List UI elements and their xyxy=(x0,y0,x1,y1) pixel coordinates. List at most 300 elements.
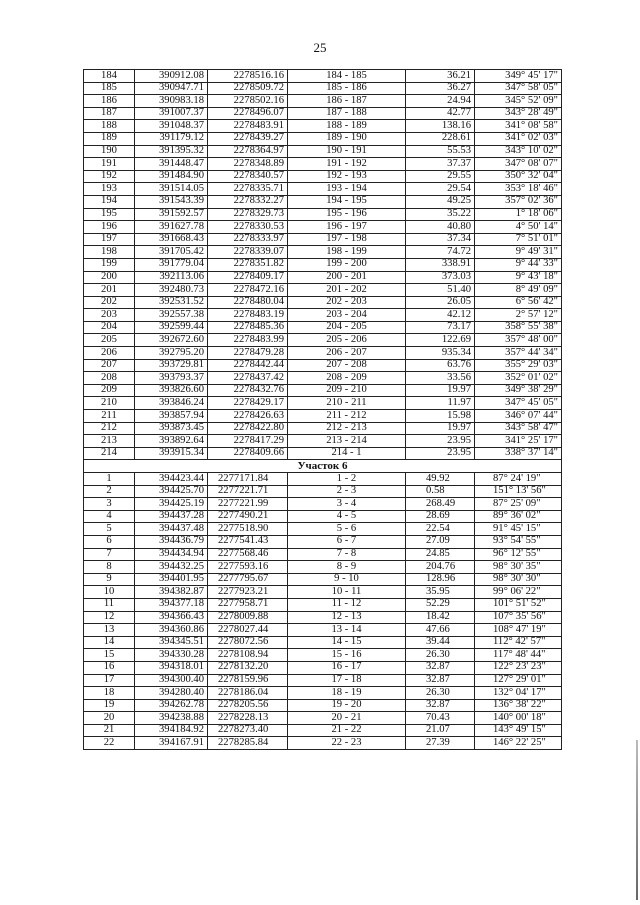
bearing-cell: 6° 56' 42" xyxy=(475,296,562,309)
bearing-cell: 117° 48' 44" xyxy=(475,649,562,662)
point-number-cell: 15 xyxy=(84,649,135,662)
y-coordinate-cell: 2278516.16 xyxy=(208,70,288,83)
point-number-cell: 206 xyxy=(84,347,135,360)
segment-cell: 191 - 192 xyxy=(288,158,406,171)
x-coordinate-cell: 394377.18 xyxy=(135,598,208,611)
y-coordinate-cell: 2278409.66 xyxy=(208,447,288,460)
x-coordinate-cell: 391484.90 xyxy=(135,170,208,183)
point-number-cell: 189 xyxy=(84,132,135,145)
x-coordinate-cell: 394262.78 xyxy=(135,699,208,712)
point-number-cell: 13 xyxy=(84,624,135,637)
bearing-cell: 357° 02' 36" xyxy=(475,195,562,208)
x-coordinate-cell: 391179.12 xyxy=(135,132,208,145)
point-number-cell: 20 xyxy=(84,712,135,725)
table-row xyxy=(84,258,562,271)
table-row xyxy=(84,95,562,108)
length-cell: 268.49 xyxy=(406,498,475,511)
bearing-cell: 9° 49' 31" xyxy=(475,246,562,259)
segment-cell: 193 - 194 xyxy=(288,183,406,196)
table-row xyxy=(84,271,562,284)
length-cell: 18.42 xyxy=(406,611,475,624)
x-coordinate-cell: 391048.37 xyxy=(135,120,208,133)
length-cell: 373.03 xyxy=(406,271,475,284)
x-coordinate-cell: 391592.57 xyxy=(135,208,208,221)
table-row xyxy=(84,473,562,486)
point-number-cell: 16 xyxy=(84,661,135,674)
length-cell: 23.95 xyxy=(406,447,475,460)
length-cell: 32.87 xyxy=(406,699,475,712)
y-coordinate-cell: 2278273.40 xyxy=(208,724,288,737)
x-coordinate-cell: 393873.45 xyxy=(135,422,208,435)
segment-cell: 198 - 199 xyxy=(288,246,406,259)
point-number-cell: 3 xyxy=(84,498,135,511)
segment-cell: 185 - 186 xyxy=(288,82,406,95)
length-cell: 138.16 xyxy=(406,120,475,133)
point-number-cell: 9 xyxy=(84,573,135,586)
table-row xyxy=(84,699,562,712)
y-coordinate-cell: 2278442.44 xyxy=(208,359,288,372)
table-row xyxy=(84,435,562,448)
segment-cell: 10 - 11 xyxy=(288,586,406,599)
bearing-cell: 112° 42' 57" xyxy=(475,636,562,649)
bearing-cell: 127° 29' 01" xyxy=(475,674,562,687)
point-number-cell: 1 xyxy=(84,473,135,486)
y-coordinate-cell: 2278186.04 xyxy=(208,687,288,700)
table-row xyxy=(84,120,562,133)
bearing-cell: 122° 23' 23" xyxy=(475,661,562,674)
bearing-cell: 341° 08' 58" xyxy=(475,120,562,133)
length-cell: 52.29 xyxy=(406,598,475,611)
x-coordinate-cell: 394437.28 xyxy=(135,510,208,523)
point-number-cell: 7 xyxy=(84,548,135,561)
length-cell: 73.17 xyxy=(406,321,475,334)
y-coordinate-cell: 2278009.88 xyxy=(208,611,288,624)
bearing-cell: 87° 24' 19" xyxy=(475,473,562,486)
length-cell: 40.80 xyxy=(406,221,475,234)
length-cell: 36.27 xyxy=(406,82,475,95)
length-cell: 29.55 xyxy=(406,170,475,183)
point-number-cell: 188 xyxy=(84,120,135,133)
y-coordinate-cell: 2278432.76 xyxy=(208,384,288,397)
segment-cell: 211 - 212 xyxy=(288,410,406,423)
segment-cell: 214 - 1 xyxy=(288,447,406,460)
length-cell: 23.95 xyxy=(406,435,475,448)
x-coordinate-cell: 393729.81 xyxy=(135,359,208,372)
table-row xyxy=(84,422,562,435)
segment-cell: 7 - 8 xyxy=(288,548,406,561)
length-cell: 21.07 xyxy=(406,724,475,737)
point-number-cell: 191 xyxy=(84,158,135,171)
segment-cell: 195 - 196 xyxy=(288,208,406,221)
x-coordinate-cell: 391395.32 xyxy=(135,145,208,158)
point-number-cell: 19 xyxy=(84,699,135,712)
x-coordinate-cell: 393826.60 xyxy=(135,384,208,397)
y-coordinate-cell: 2278332.27 xyxy=(208,195,288,208)
segment-cell: 208 - 209 xyxy=(288,372,406,385)
bearing-cell: 341° 25' 17" xyxy=(475,435,562,448)
segment-cell: 210 - 211 xyxy=(288,397,406,410)
table-row xyxy=(84,523,562,536)
table-row xyxy=(84,649,562,662)
point-number-cell: 6 xyxy=(84,535,135,548)
segment-cell: 213 - 214 xyxy=(288,435,406,448)
bearing-cell: 347° 58' 05" xyxy=(475,82,562,95)
length-cell: 26.30 xyxy=(406,687,475,700)
page-number: 25 xyxy=(313,40,327,55)
x-coordinate-cell: 391627.78 xyxy=(135,221,208,234)
x-coordinate-cell: 394318.01 xyxy=(135,661,208,674)
segment-cell: 19 - 20 xyxy=(288,699,406,712)
length-cell: 29.54 xyxy=(406,183,475,196)
x-coordinate-cell: 391448.47 xyxy=(135,158,208,171)
x-coordinate-cell: 392795.20 xyxy=(135,347,208,360)
length-cell: 42.77 xyxy=(406,107,475,120)
point-number-cell: 202 xyxy=(84,296,135,309)
x-coordinate-cell: 392672.60 xyxy=(135,334,208,347)
table-row xyxy=(84,70,562,83)
bearing-cell: 350° 32' 04" xyxy=(475,170,562,183)
x-coordinate-cell: 390947.71 xyxy=(135,82,208,95)
segment-cell: 2 - 3 xyxy=(288,485,406,498)
x-coordinate-cell: 390912.08 xyxy=(135,70,208,83)
y-coordinate-cell: 2278480.04 xyxy=(208,296,288,309)
x-coordinate-cell: 394436.79 xyxy=(135,535,208,548)
table-body-part1 xyxy=(84,70,562,460)
y-coordinate-cell: 2278483.91 xyxy=(208,120,288,133)
y-coordinate-cell: 2278027.44 xyxy=(208,624,288,637)
bearing-cell: 98° 30' 35" xyxy=(475,561,562,574)
y-coordinate-cell: 2278496.07 xyxy=(208,107,288,120)
x-coordinate-cell: 394184.92 xyxy=(135,724,208,737)
y-coordinate-cell: 2278437.42 xyxy=(208,372,288,385)
x-coordinate-cell: 394345.51 xyxy=(135,636,208,649)
x-coordinate-cell: 394434.94 xyxy=(135,548,208,561)
bearing-cell: 91° 45' 15" xyxy=(475,523,562,536)
segment-cell: 189 - 190 xyxy=(288,132,406,145)
bearing-cell: 8° 49' 09" xyxy=(475,284,562,297)
bearing-cell: 343° 10' 02" xyxy=(475,145,562,158)
point-number-cell: 190 xyxy=(84,145,135,158)
point-number-cell: 195 xyxy=(84,208,135,221)
y-coordinate-cell: 2277568.46 xyxy=(208,548,288,561)
table-row xyxy=(84,598,562,611)
section-header-row xyxy=(84,460,562,473)
segment-cell: 202 - 203 xyxy=(288,296,406,309)
y-coordinate-cell: 2278485.36 xyxy=(208,321,288,334)
table-row xyxy=(84,447,562,460)
segment-cell: 204 - 205 xyxy=(288,321,406,334)
segment-cell: 209 - 210 xyxy=(288,384,406,397)
table-row xyxy=(84,246,562,259)
point-number-cell: 11 xyxy=(84,598,135,611)
x-coordinate-cell: 394437.48 xyxy=(135,523,208,536)
y-coordinate-cell: 2278072.56 xyxy=(208,636,288,649)
table-row xyxy=(84,586,562,599)
bearing-cell: 355° 29' 03" xyxy=(475,359,562,372)
bearing-cell: 349° 45' 17" xyxy=(475,70,562,83)
segment-cell: 14 - 15 xyxy=(288,636,406,649)
table-row xyxy=(84,384,562,397)
point-number-cell: 2 xyxy=(84,485,135,498)
y-coordinate-cell: 2278205.56 xyxy=(208,699,288,712)
table-row xyxy=(84,410,562,423)
length-cell: 51.40 xyxy=(406,284,475,297)
bearing-cell: 2° 57' 12" xyxy=(475,309,562,322)
segment-cell: 22 - 23 xyxy=(288,737,406,750)
point-number-cell: 203 xyxy=(84,309,135,322)
x-coordinate-cell: 394401.95 xyxy=(135,573,208,586)
table-row xyxy=(84,611,562,624)
segment-cell: 18 - 19 xyxy=(288,687,406,700)
bearing-cell: 140° 00' 18" xyxy=(475,712,562,725)
bearing-cell: 338° 37' 14" xyxy=(475,447,562,460)
x-coordinate-cell: 392599.44 xyxy=(135,321,208,334)
point-number-cell: 14 xyxy=(84,636,135,649)
coordinates-table xyxy=(83,69,562,750)
length-cell: 24.94 xyxy=(406,95,475,108)
length-cell: 27.09 xyxy=(406,535,475,548)
y-coordinate-cell: 2278439.27 xyxy=(208,132,288,145)
x-coordinate-cell: 394167.91 xyxy=(135,737,208,750)
bearing-cell: 99° 06' 22" xyxy=(475,586,562,599)
length-cell: 26.30 xyxy=(406,649,475,662)
length-cell: 0.58 xyxy=(406,485,475,498)
table-row xyxy=(84,535,562,548)
segment-cell: 3 - 4 xyxy=(288,498,406,511)
y-coordinate-cell: 2277490.21 xyxy=(208,510,288,523)
bearing-cell: 87° 25' 09" xyxy=(475,498,562,511)
point-number-cell: 192 xyxy=(84,170,135,183)
bearing-cell: 151° 13' 56" xyxy=(475,485,562,498)
table-row xyxy=(84,510,562,523)
x-coordinate-cell: 393857.94 xyxy=(135,410,208,423)
segment-cell: 194 - 195 xyxy=(288,195,406,208)
table-row xyxy=(84,372,562,385)
point-number-cell: 197 xyxy=(84,233,135,246)
bearing-cell: 357° 44' 34" xyxy=(475,347,562,360)
y-coordinate-cell: 2277795.67 xyxy=(208,573,288,586)
length-cell: 49.92 xyxy=(406,473,475,486)
y-coordinate-cell: 2278335.71 xyxy=(208,183,288,196)
table-row xyxy=(84,712,562,725)
length-cell: 37.37 xyxy=(406,158,475,171)
table-row xyxy=(84,359,562,372)
bearing-cell: 343° 28' 49" xyxy=(475,107,562,120)
x-coordinate-cell: 394423.44 xyxy=(135,473,208,486)
table-row xyxy=(84,309,562,322)
segment-cell: 190 - 191 xyxy=(288,145,406,158)
x-coordinate-cell: 392480.73 xyxy=(135,284,208,297)
y-coordinate-cell: 2278422.80 xyxy=(208,422,288,435)
x-coordinate-cell: 394360.86 xyxy=(135,624,208,637)
table-row xyxy=(84,158,562,171)
table-row xyxy=(84,321,562,334)
bearing-cell: 93° 54' 55" xyxy=(475,535,562,548)
length-cell: 228.61 xyxy=(406,132,475,145)
bearing-cell: 343° 58' 47" xyxy=(475,422,562,435)
point-number-cell: 18 xyxy=(84,687,135,700)
length-cell: 33.56 xyxy=(406,372,475,385)
x-coordinate-cell: 392113.06 xyxy=(135,271,208,284)
length-cell: 70.43 xyxy=(406,712,475,725)
y-coordinate-cell: 2278429.17 xyxy=(208,397,288,410)
x-coordinate-cell: 391779.04 xyxy=(135,258,208,271)
bearing-cell: 1° 18' 06" xyxy=(475,208,562,221)
bearing-cell: 108° 47' 19" xyxy=(475,624,562,637)
length-cell: 128.96 xyxy=(406,573,475,586)
point-number-cell: 21 xyxy=(84,724,135,737)
bearing-cell: 347° 45' 05" xyxy=(475,397,562,410)
bearing-cell: 146° 22' 25" xyxy=(475,737,562,750)
table-row xyxy=(84,284,562,297)
y-coordinate-cell: 2278472.16 xyxy=(208,284,288,297)
length-cell: 49.25 xyxy=(406,195,475,208)
segment-cell: 203 - 204 xyxy=(288,309,406,322)
point-number-cell: 209 xyxy=(84,384,135,397)
length-cell: 39.44 xyxy=(406,636,475,649)
segment-cell: 16 - 17 xyxy=(288,661,406,674)
segment-cell: 186 - 187 xyxy=(288,95,406,108)
segment-cell: 5 - 6 xyxy=(288,523,406,536)
segment-cell: 188 - 189 xyxy=(288,120,406,133)
length-cell: 19.97 xyxy=(406,384,475,397)
y-coordinate-cell: 2278108.94 xyxy=(208,649,288,662)
bearing-cell: 101° 51' 52" xyxy=(475,598,562,611)
table-row xyxy=(84,195,562,208)
point-number-cell: 185 xyxy=(84,82,135,95)
segment-cell: 206 - 207 xyxy=(288,347,406,360)
bearing-cell: 9° 43' 18" xyxy=(475,271,562,284)
x-coordinate-cell: 391007.37 xyxy=(135,107,208,120)
bearing-cell: 353° 18' 46" xyxy=(475,183,562,196)
x-coordinate-cell: 391705.42 xyxy=(135,246,208,259)
length-cell: 122.69 xyxy=(406,334,475,347)
point-number-cell: 205 xyxy=(84,334,135,347)
section-title: Участок 6 xyxy=(84,460,562,473)
point-number-cell: 194 xyxy=(84,195,135,208)
segment-cell: 207 - 208 xyxy=(288,359,406,372)
y-coordinate-cell: 2278285.84 xyxy=(208,737,288,750)
point-number-cell: 8 xyxy=(84,561,135,574)
length-cell: 55.53 xyxy=(406,145,475,158)
table-row xyxy=(84,347,562,360)
y-coordinate-cell: 2277171.84 xyxy=(208,473,288,486)
bearing-cell: 347° 08' 07" xyxy=(475,158,562,171)
y-coordinate-cell: 2278228.13 xyxy=(208,712,288,725)
length-cell: 37.34 xyxy=(406,233,475,246)
point-number-cell: 199 xyxy=(84,258,135,271)
length-cell: 935.34 xyxy=(406,347,475,360)
table-row xyxy=(84,233,562,246)
bearing-cell: 98° 30' 30" xyxy=(475,573,562,586)
length-cell: 27.39 xyxy=(406,737,475,750)
y-coordinate-cell: 2277518.90 xyxy=(208,523,288,536)
table-row xyxy=(84,624,562,637)
y-coordinate-cell: 2278417.29 xyxy=(208,435,288,448)
y-coordinate-cell: 2278339.07 xyxy=(208,246,288,259)
segment-cell: 212 - 213 xyxy=(288,422,406,435)
bearing-cell: 349° 38' 29" xyxy=(475,384,562,397)
x-coordinate-cell: 394382.87 xyxy=(135,586,208,599)
segment-cell: 197 - 198 xyxy=(288,233,406,246)
point-number-cell: 214 xyxy=(84,447,135,460)
length-cell: 35.22 xyxy=(406,208,475,221)
point-number-cell: 22 xyxy=(84,737,135,750)
bearing-cell: 143° 49' 15" xyxy=(475,724,562,737)
y-coordinate-cell: 2278409.17 xyxy=(208,271,288,284)
y-coordinate-cell: 2277923.21 xyxy=(208,586,288,599)
y-coordinate-cell: 2278351.82 xyxy=(208,258,288,271)
point-number-cell: 187 xyxy=(84,107,135,120)
table-row xyxy=(84,485,562,498)
bearing-cell: 357° 48' 00" xyxy=(475,334,562,347)
table-row xyxy=(84,724,562,737)
table-row xyxy=(84,548,562,561)
point-number-cell: 12 xyxy=(84,611,135,624)
segment-cell: 205 - 206 xyxy=(288,334,406,347)
table-row xyxy=(84,397,562,410)
bearing-cell: 7° 51' 01" xyxy=(475,233,562,246)
point-number-cell: 184 xyxy=(84,70,135,83)
x-coordinate-cell: 394432.25 xyxy=(135,561,208,574)
table-row xyxy=(84,296,562,309)
length-cell: 15.98 xyxy=(406,410,475,423)
y-coordinate-cell: 2278483.99 xyxy=(208,334,288,347)
bearing-cell: 9° 44' 33" xyxy=(475,258,562,271)
x-coordinate-cell: 394238.88 xyxy=(135,712,208,725)
length-cell: 26.05 xyxy=(406,296,475,309)
point-number-cell: 208 xyxy=(84,372,135,385)
x-coordinate-cell: 394425.19 xyxy=(135,498,208,511)
length-cell: 32.87 xyxy=(406,661,475,674)
x-coordinate-cell: 394280.40 xyxy=(135,687,208,700)
point-number-cell: 200 xyxy=(84,271,135,284)
table-row xyxy=(84,498,562,511)
length-cell: 22.54 xyxy=(406,523,475,536)
segment-cell: 15 - 16 xyxy=(288,649,406,662)
point-number-cell: 210 xyxy=(84,397,135,410)
table-row xyxy=(84,636,562,649)
point-number-cell: 193 xyxy=(84,183,135,196)
point-number-cell: 186 xyxy=(84,95,135,108)
x-coordinate-cell: 393793.37 xyxy=(135,372,208,385)
segment-cell: 200 - 201 xyxy=(288,271,406,284)
segment-cell: 199 - 200 xyxy=(288,258,406,271)
table-row xyxy=(84,107,562,120)
y-coordinate-cell: 2278479.28 xyxy=(208,347,288,360)
length-cell: 19.97 xyxy=(406,422,475,435)
segment-cell: 201 - 202 xyxy=(288,284,406,297)
point-number-cell: 198 xyxy=(84,246,135,259)
table-row xyxy=(84,661,562,674)
table-row xyxy=(84,82,562,95)
length-cell: 204.76 xyxy=(406,561,475,574)
y-coordinate-cell: 2278330.53 xyxy=(208,221,288,234)
point-number-cell: 196 xyxy=(84,221,135,234)
bearing-cell: 107° 35' 56" xyxy=(475,611,562,624)
table-row xyxy=(84,208,562,221)
segment-cell: 13 - 14 xyxy=(288,624,406,637)
table-row xyxy=(84,687,562,700)
y-coordinate-cell: 2277593.16 xyxy=(208,561,288,574)
x-coordinate-cell: 393846.24 xyxy=(135,397,208,410)
point-number-cell: 5 xyxy=(84,523,135,536)
y-coordinate-cell: 2278340.57 xyxy=(208,170,288,183)
x-coordinate-cell: 394300.40 xyxy=(135,674,208,687)
bearing-cell: 358° 55' 38" xyxy=(475,321,562,334)
length-cell: 32.87 xyxy=(406,674,475,687)
table-row xyxy=(84,561,562,574)
